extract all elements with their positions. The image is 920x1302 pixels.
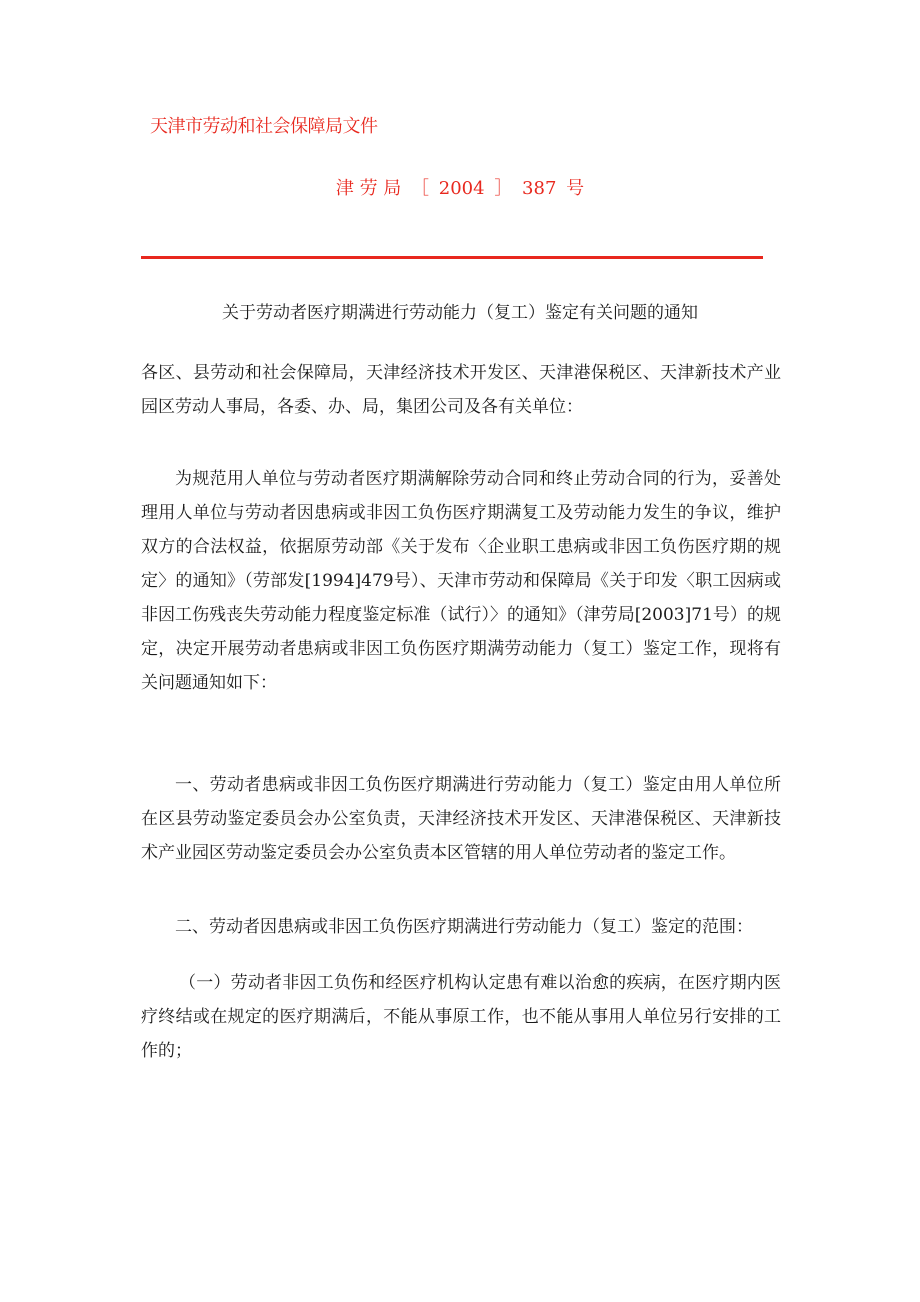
doc-number-value: 387 [522, 178, 557, 199]
section-two-item-one-paragraph: （一）劳动者非因工负伤和经医疗机构认定患有难以治愈的疾病，在医疗期内医疗终结或在规定的医疗期满后，不能从事原工作，也不能从事用人单位另行安排的工作的； [141, 973, 781, 1061]
issuer-heading: 天津市劳动和社会保障局文件 [150, 116, 378, 137]
red-divider [141, 256, 763, 259]
section-one-paragraph: 一、劳动者患病或非因工负伤医疗期满进行劳动能力（复工）鉴定由用人单位所在区县劳动鉴定委员会办公室负责，天津经济技术开发区、天津港保税区、天津新技术产业园区劳动鉴定委员会办公室负责本区管辖的用人单位劳动者的鉴定工作。 [141, 775, 781, 863]
addressees-paragraph: 各区、县劳动和社会保障局，天津经济技术开发区、天津港保税区、天津新技术产业园区劳动人事局，各委、办、局，集团公司及各有关单位： [141, 363, 781, 417]
doc-number-year: 2004 [438, 178, 485, 199]
doc-number-prefix: 津 劳 局 [335, 178, 402, 199]
doc-number-suffix: 号 [566, 178, 585, 199]
intro-paragraph: 为规范用人单位与劳动者医疗期满解除劳动合同和终止劳动合同的行为，妥善处理用人单位与劳动者因患病或非因工负伤医疗期满复工及劳动能力发生的争议，维护双方的合法权益，依据原劳动部《关于发布〈企业职工患病或非因工负伤医疗期的规定〉的通知》（劳部发[1994]479号）、天津市劳动和保障局《关于印发〈职工因病或非因工伤残丧失劳动能力程度鉴定标准（试行）〉的通知》（津劳局[2003]71号）的规定，决定开展劳动者患病或非因工负伤医疗期满劳动能力（复工）鉴定工作，现将有关问题通知如下： [141, 469, 781, 693]
doc-number-open-bracket: ［ [411, 178, 430, 199]
document-number [0, 174, 920, 200]
doc-number-close-bracket: ］ [494, 178, 513, 199]
document-title: 关于劳动者医疗期满进行劳动能力（复工）鉴定有关问题的通知 [222, 303, 698, 323]
section-two-paragraph: 二、劳动者因患病或非因工负伤医疗期满进行劳动能力（复工）鉴定的范围： [175, 917, 753, 937]
